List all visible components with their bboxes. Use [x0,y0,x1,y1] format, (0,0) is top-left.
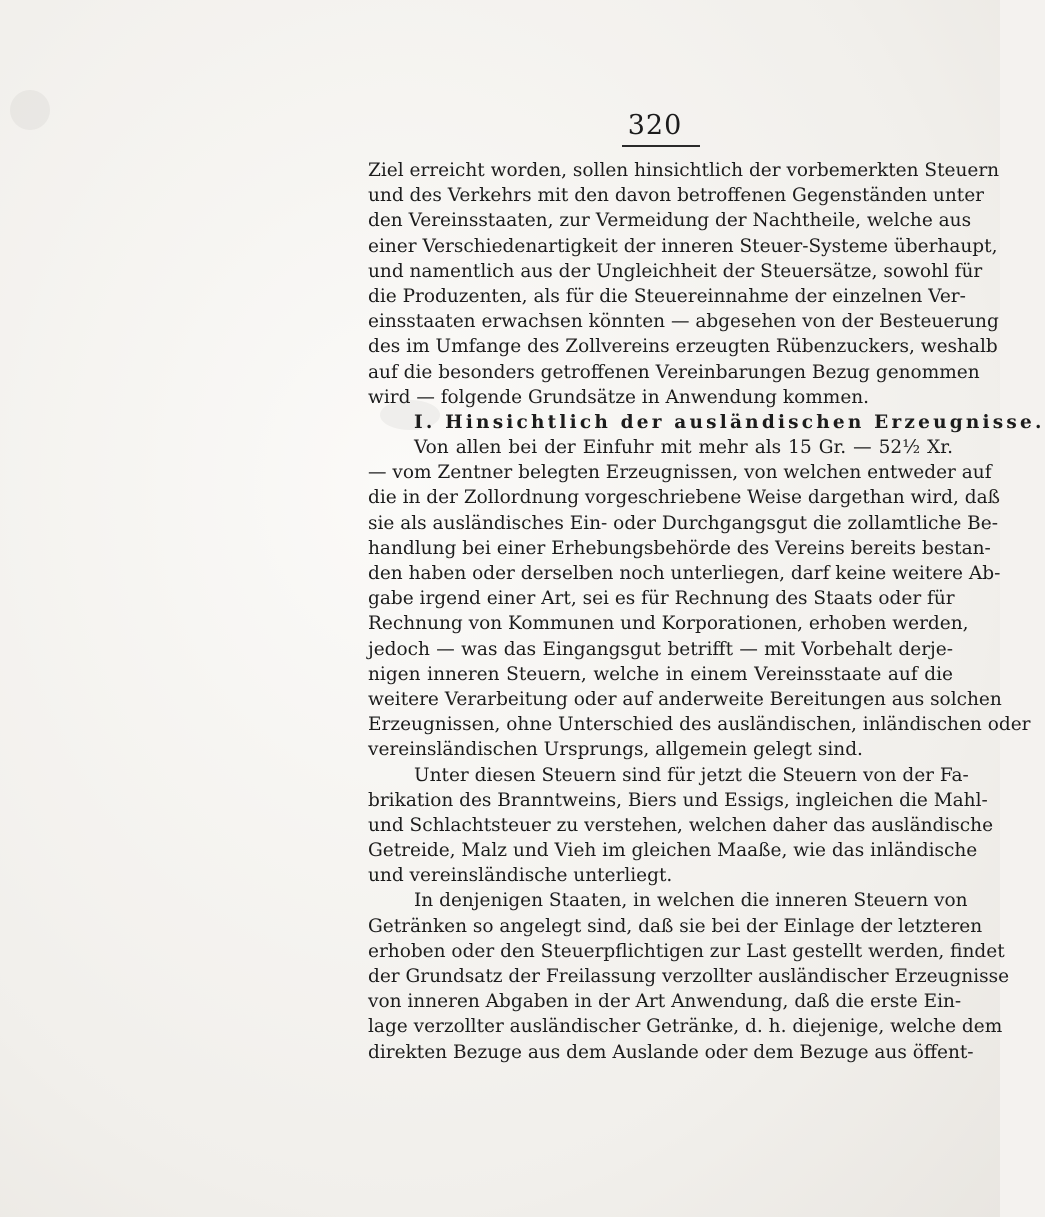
text-line: und vereinsländische unterliegt. [368,865,673,887]
text-line: Getränken so angelegt sind, daß sie bei der Einlage der letzteren [368,915,983,937]
text-line: lage verzollter ausländischer Getränke, d. h. diejenige, welche dem [368,1016,1003,1038]
text-line: weitere Verarbeitung oder auf anderweite Bereitungen aus solchen [368,688,1002,710]
text-line: nigen inneren Steuern, welche in einem Vereinsstaate auf die [368,663,953,685]
text-line: einer Verschiedenartigkeit der inneren Steuer-Systeme überhaupt, [368,235,998,257]
text-line: und Schlachtsteuer zu verstehen, welchen daher das ausländische [368,814,994,836]
text-line: Unter diesen Steuern sind für jetzt die Steuern von der Fa- [414,764,969,786]
text-line: Von allen bei der Einfuhr mit mehr als 15 Gr. — 52½ Xr. [414,437,953,459]
text-line: wird — folgende Grundsätze in Anwendung kommen. [368,386,870,408]
paper-stain [10,90,50,130]
text-line: handlung bei einer Erhebungsbehörde des Vereins bereits bestan- [368,537,991,559]
text-line: jedoch — was das Eingangsgut betrifft — mit Vorbehalt derje- [368,638,953,660]
text-line: Ziel erreicht worden, sollen hinsichtlich der vorbemerkten Steuern [368,160,1000,181]
page-number: 320 [627,110,683,141]
text-line: direkten Bezuge aus dem Auslande oder dem Bezuge aus öffent- [368,1041,974,1063]
text-line: erhoben oder den Steuerpflichtigen zur Last gestellt werden, findet [368,940,1005,962]
text-line: einsstaaten erwachsen könnten — abgesehen von der Besteuerung [368,311,999,333]
text-line: sie als ausländisches Ein- oder Durchgangsgut die zollamtliche Be- [368,512,998,534]
text-line: gabe irgend einer Art, sei es für Rechnung des Staats oder für [368,588,955,610]
text-line: brikation des Branntweins, Biers und Essigs, ingleichen die Mahl- [368,789,988,811]
text-line: von inneren Abgaben in der Art Anwendung, daß die erste Ein- [368,991,962,1013]
text-line: die Produzenten, als für die Steuereinnahme der einzelnen Ver- [368,285,966,307]
text-line: — vom Zentner belegten Erzeugnissen, von welchen entweder auf [368,462,992,484]
text-line: und namentlich aus der Ungleichheit der Steuersätze, sowohl für [368,260,983,282]
text-line: und des Verkehrs mit den davon betroffenen Gegenständen unter [368,185,984,207]
page-number-rule [622,145,700,147]
text-line: den Vereinsstaaten, zur Vermeidung der Nachtheile, welche aus [368,210,972,232]
text-line: der Grundsatz der Freilassung verzollter ausländischer Erzeugnisse [368,966,1010,987]
text-line: Rechnung von Kommunen und Korporationen, erhoben werden, [368,613,969,635]
text-line: des im Umfange des Zollvereins erzeugten Rübenzuckers, weshalb [368,336,998,358]
text-line: In denjenigen Staaten, in welchen die inneren Steuern von [414,890,968,912]
text-line: Getreide, Malz und Vieh im gleichen Maaße, wie das inländische [368,840,978,862]
section-heading: I. Hinsichtlich der ausländischen Erzeugnisse. [414,411,1045,433]
text-line: vereinsländischen Ursprungs, allgemein gelegt sind. [368,739,863,761]
text-body [368,158,1045,1065]
text-line: Erzeugnissen, ohne Unterschied des ausländischen, inländischen oder [368,714,1031,736]
text-line: auf die besonders getroffenen Vereinbarungen Bezug genommen [368,361,980,383]
text-line: die in der Zollordnung vorgeschriebene Weise dargethan wird, daß [368,487,1000,509]
text-line: den haben oder derselben noch unterliegen, darf keine weitere Ab- [368,563,1001,584]
